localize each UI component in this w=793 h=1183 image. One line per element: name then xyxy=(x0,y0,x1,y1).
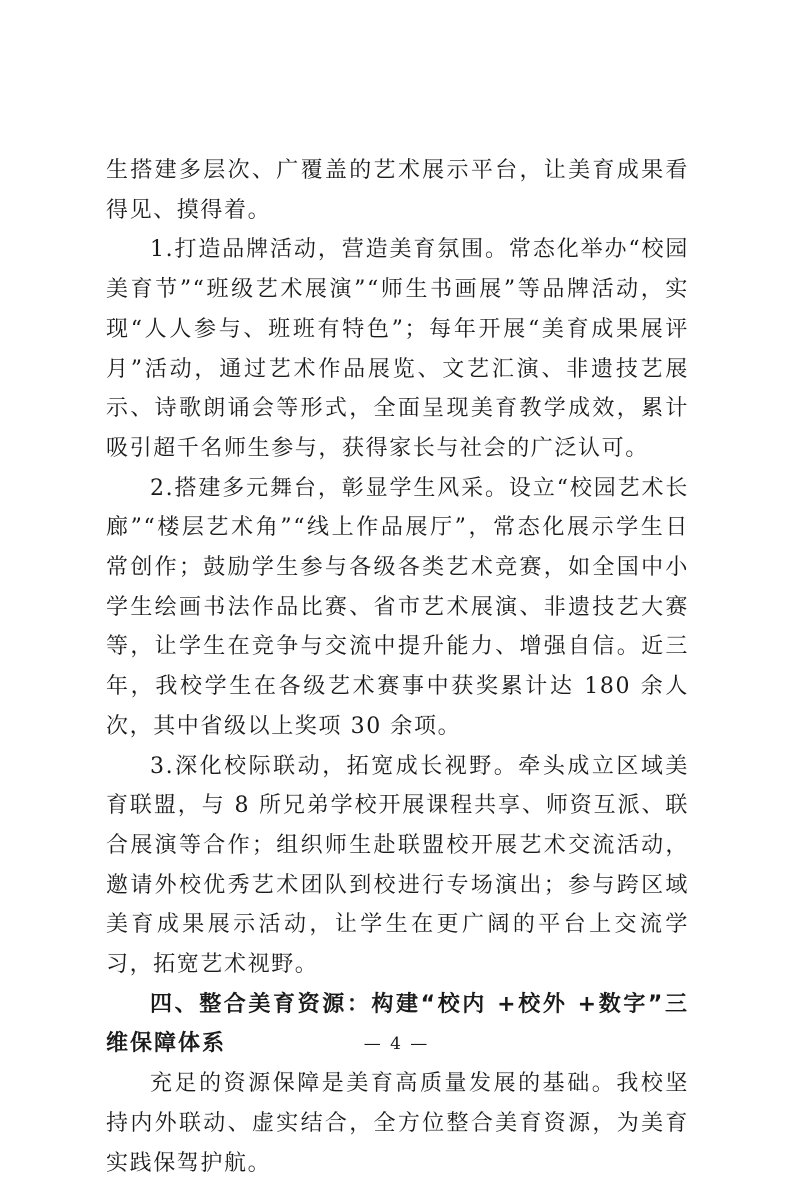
page-number: — 4 — xyxy=(363,1034,430,1054)
paragraph-item-3: 3.深化校际联动，拓宽成长视野。牵头成立区域美育联盟，与 8 所兄弟学校开展课程共享、师资互派、联合展演等合作；组织师生赴联盟校开展艺术交流活动，邀请外校优秀艺术团队到校进行专场演出；参与跨区域美育成果展示活动，让学生在更广阔的平台上交流学习，拓宽艺术视野。 xyxy=(106,753,689,978)
document-body xyxy=(106,151,689,1183)
paragraph-section-intro: 充足的资源保障是美育高质量发展的基础。我校坚持内外联动、虚实结合，全方位整合美育资源，为美育实践保驾护航。 xyxy=(106,1071,689,1176)
paragraph-item-2: 2.搭建多元舞台，彰显学生风采。设立“校园艺术长廊”“楼层艺术角”“线上作品展厅”，常态化展示学生日常创作；鼓励学生参与各级各类艺术竞赛，如全国中小学生绘画书法作品比赛、省市艺术展演、非遗技艺大赛等，让学生在竞争与交流中提升能力、增强自信。近三年，我校学生在各级艺术赛事中获奖累计达 180 余人次，其中省级以上奖项 30 余项。 xyxy=(106,475,689,739)
section-heading: 四、整合美育资源：构建“校内 +校外 +数字”三维保障体系 xyxy=(106,991,689,1057)
paragraph-item-1: 1.打造品牌活动，营造美育氛围。常态化举办“校园美育节”“班级艺术展演”“师生书画展”等品牌活动，实现“人人参与、班班有特色”；每年开展“美育成果展评月”活动，通过艺术作品展览、文艺汇演、非遗技艺展示、诗歌朗诵会等形式，全面呈现美育教学成效，累计吸引超千名师生参与，获得家长与社会的广泛认可。 xyxy=(106,237,689,461)
paragraph-intro-continuation: 生搭建多层次、广覆盖的艺术展示平台，让美育成果看得见、摸得着。 xyxy=(106,158,689,223)
